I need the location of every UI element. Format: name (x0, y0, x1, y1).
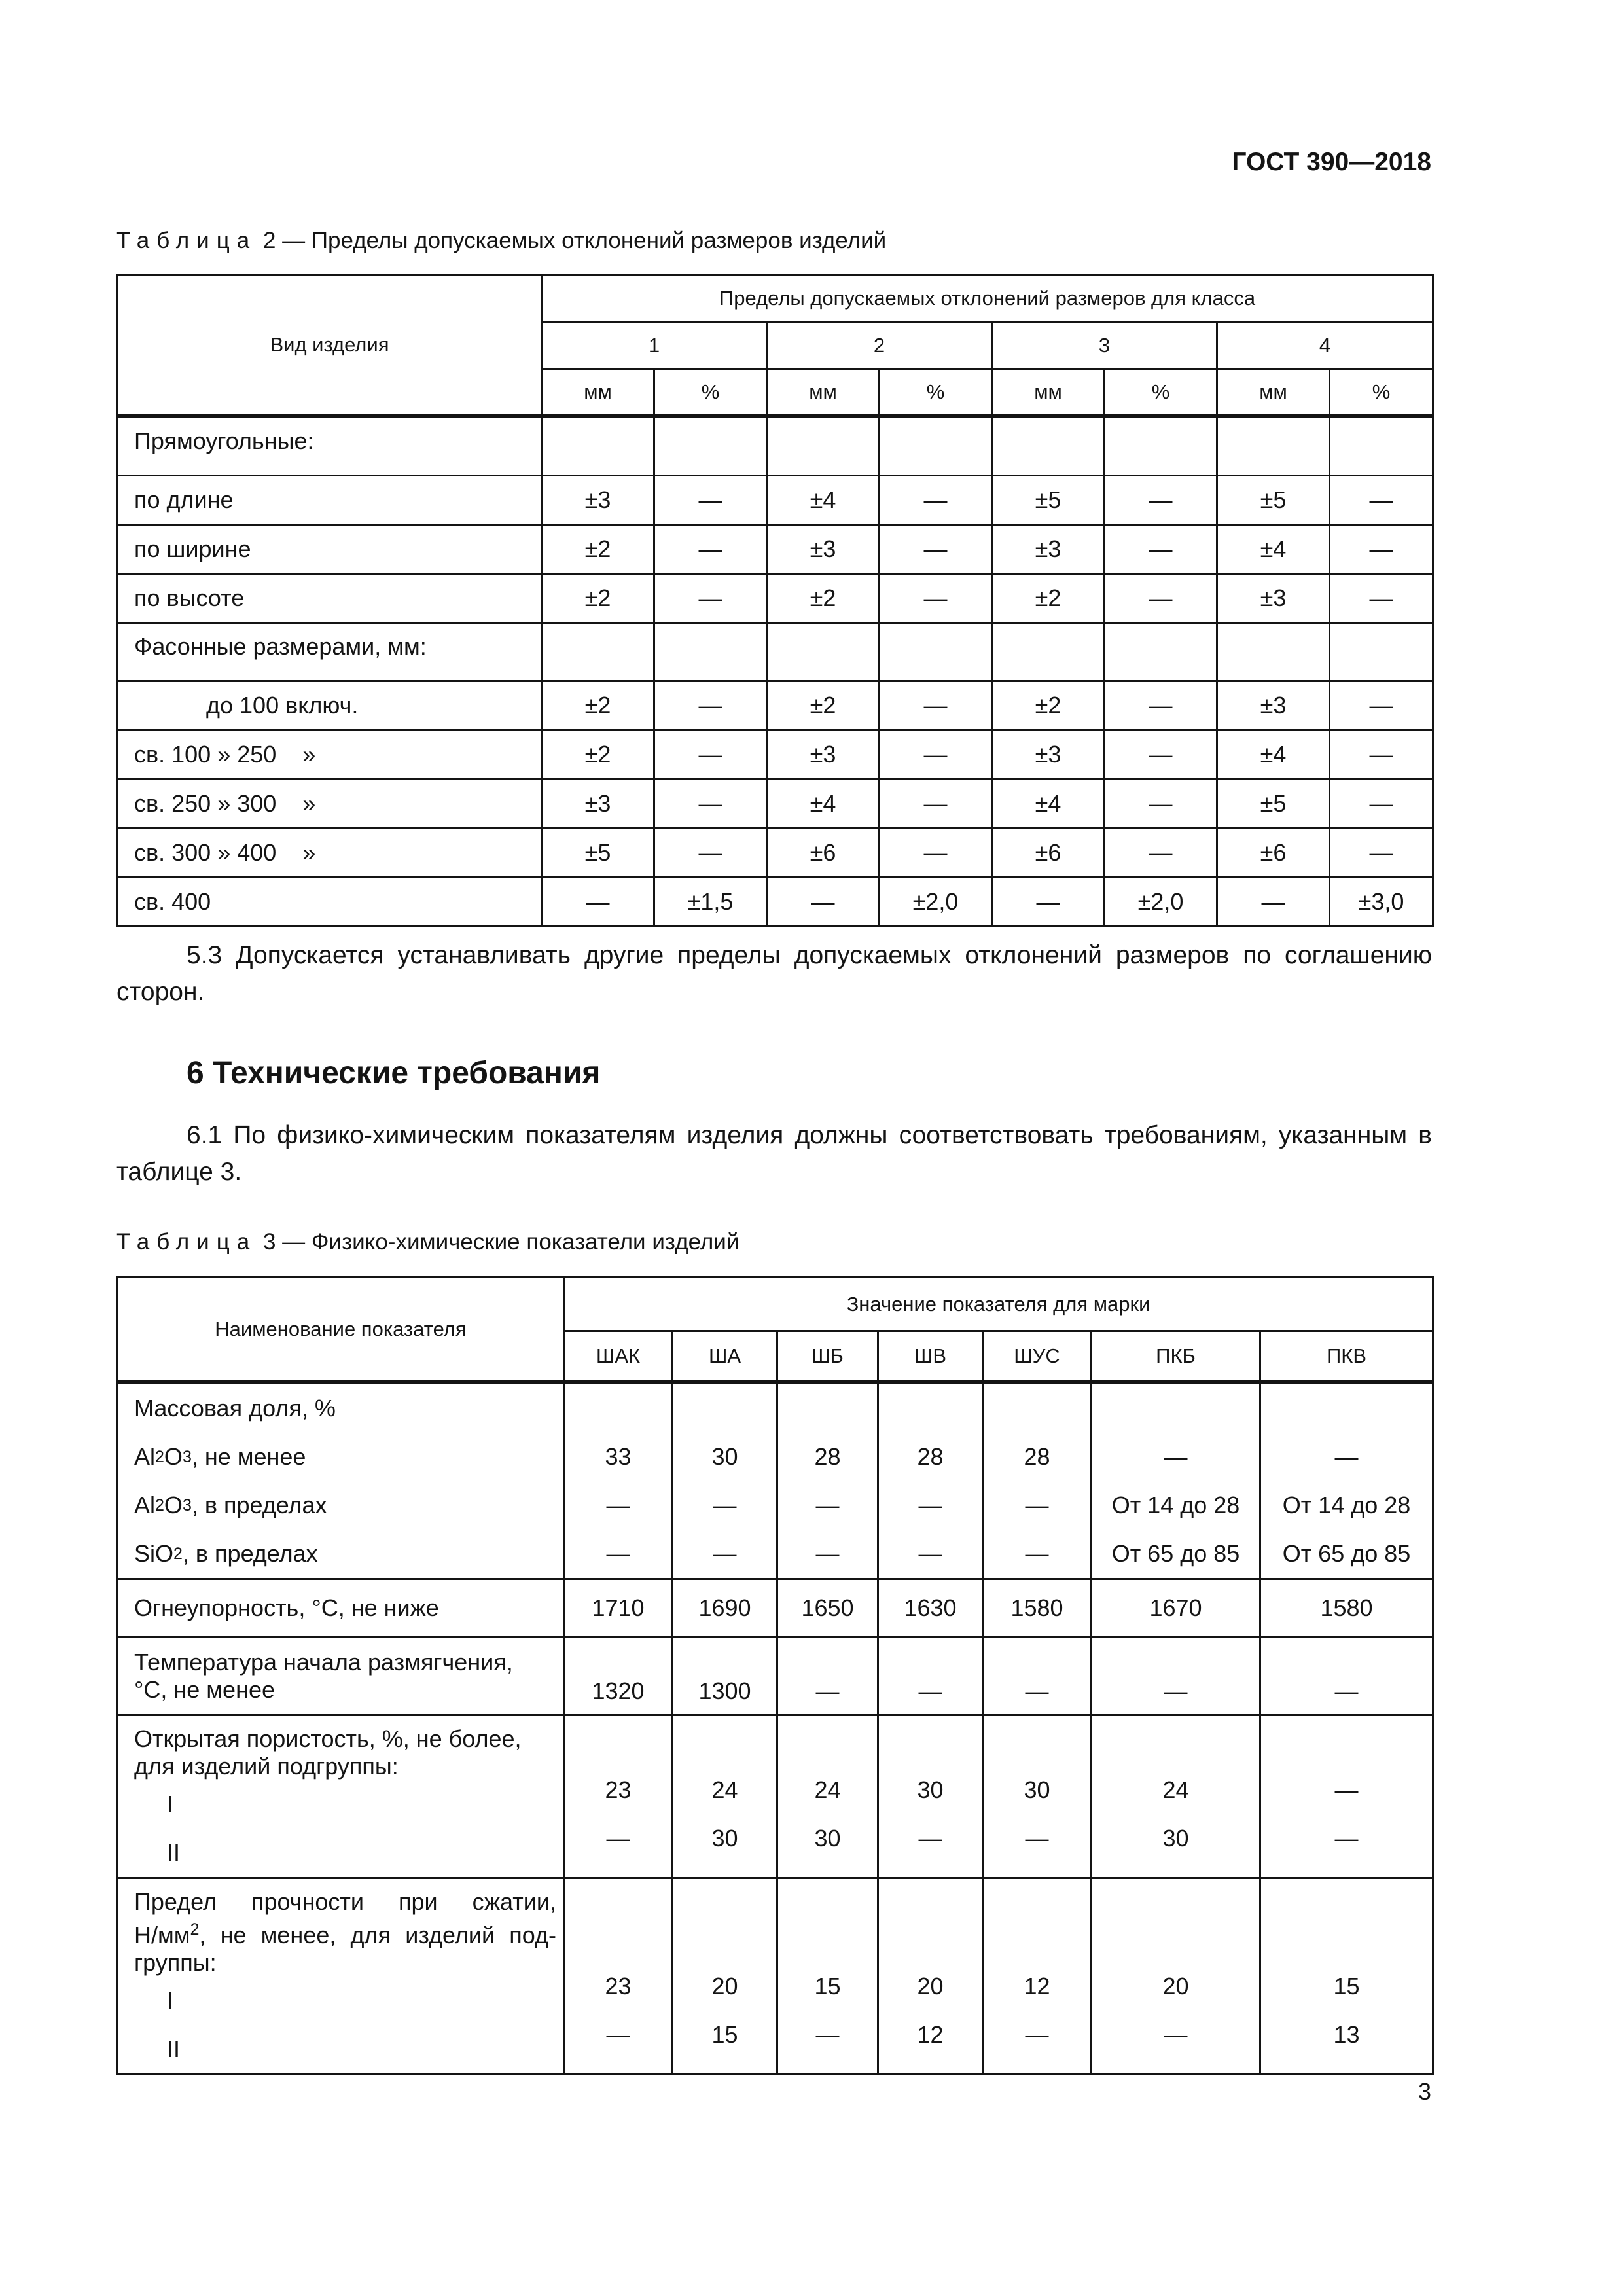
table-row: св. 100 » 250 » ±2 — ±3 — ±3 — ±4 — (118, 730, 1433, 780)
table-row: по длине ±3 — ±4 — ±5 — ±5 — (118, 476, 1433, 525)
unit-pct: % (880, 369, 992, 416)
class-2: 2 (767, 322, 992, 369)
table3-caption: Таблица 3 — Физико-химические показатели изделий (116, 1229, 740, 1255)
table-row: по ширине ±2 — ±3 — ±3 — ±4 — (118, 525, 1433, 574)
group-label: Фасонные размерами, мм: (118, 623, 542, 681)
table-row: Предел прочности при сжатии, $Н/мм^2$, не менее, для изделий под- группы: I II 23 — 20 15 15 — 20 12 12 — 20 — 15 13 (118, 1878, 1433, 2075)
unit-pct: % (1105, 369, 1217, 416)
mark-sha: ША (673, 1331, 777, 1382)
table2-caption: Таблица 2 — Пределы допускаемых отклонений размеров изделий (116, 228, 887, 253)
mark-pkb: ПКБ (1092, 1331, 1260, 1382)
table-row: св. 400 — ±1,5 — ±2,0 — ±2,0 — ±3,0 (118, 878, 1433, 927)
table-row: до 100 включ. ±2 — ±2 — ±2 — ±3 — (118, 681, 1433, 730)
page-number: 3 (1418, 2078, 1431, 2105)
table-row: Температура начала размягчения, °С, не менее 1320 1300 — — — — — (118, 1637, 1433, 1715)
mark-shb: ШБ (777, 1331, 878, 1382)
unit-pct: % (1330, 369, 1433, 416)
section-heading-6: 6 Технические требования (187, 1056, 601, 1090)
table-row: Массовая доля, % Al 2 O 3 , не менее Al 2 O 3 , в пределах SiO 2 , в пределах 33 — — 30 — — 28 — — 28 — — 28 — — — От 14 до 28 От 65 до 85 — От 14 до 28 От 65 до 85 (118, 1382, 1433, 1579)
unit-mm: мм (542, 369, 654, 416)
class-3: 3 (992, 322, 1217, 369)
table-row: св. 300 » 400 » ±5 — ±6 — ±6 — ±6 — (118, 829, 1433, 878)
mark-pkv: ПКВ (1260, 1331, 1433, 1382)
unit-mm: мм (767, 369, 880, 416)
table-row: Огнеупорность, °С, не ниже 1710 1690 1650 1630 1580 1670 1580 (118, 1579, 1433, 1637)
header-name: Наименование показателя (118, 1278, 564, 1382)
standard-number: ГОСТ 390—2018 (1232, 148, 1431, 176)
table-row: Открытая пористость, %, не более, для изделий подгруппы: I II 23 — 24 30 24 30 30 — 30 — 24 30 — — (118, 1715, 1433, 1878)
class-1: 1 (542, 322, 767, 369)
group-label: Прямоугольные: (118, 416, 542, 476)
paragraph-6-1: 6.1 По физико-химическим показателям изделия должны соответствовать требованиям, указанным в таблице 3. (116, 1121, 1432, 1186)
mark-shak: ШАК (564, 1331, 673, 1382)
header-group: Пределы допускаемых отклонений размеров для класса (542, 275, 1433, 322)
table-row: по высоте ±2 — ±2 — ±2 — ±3 — (118, 574, 1433, 623)
table3 (116, 1276, 1434, 2075)
unit-mm: мм (992, 369, 1105, 416)
paragraph-5-3: 5.3 Допускается устанавливать другие пределы допускаемых отклонений размеров по соглашению сторон. (116, 941, 1432, 1006)
unit-mm: мм (1217, 369, 1330, 416)
mark-shv: ШВ (878, 1331, 983, 1382)
class-4: 4 (1217, 322, 1433, 369)
unit-pct: % (654, 369, 767, 416)
header-group: Значение показателя для марки (564, 1278, 1433, 1331)
header-kind: Вид изделия (118, 275, 542, 416)
table-row: св. 250 » 300 » ±3 — ±4 — ±4 — ±5 — (118, 780, 1433, 829)
mark-shus: ШУС (983, 1331, 1092, 1382)
table2 (116, 274, 1434, 927)
